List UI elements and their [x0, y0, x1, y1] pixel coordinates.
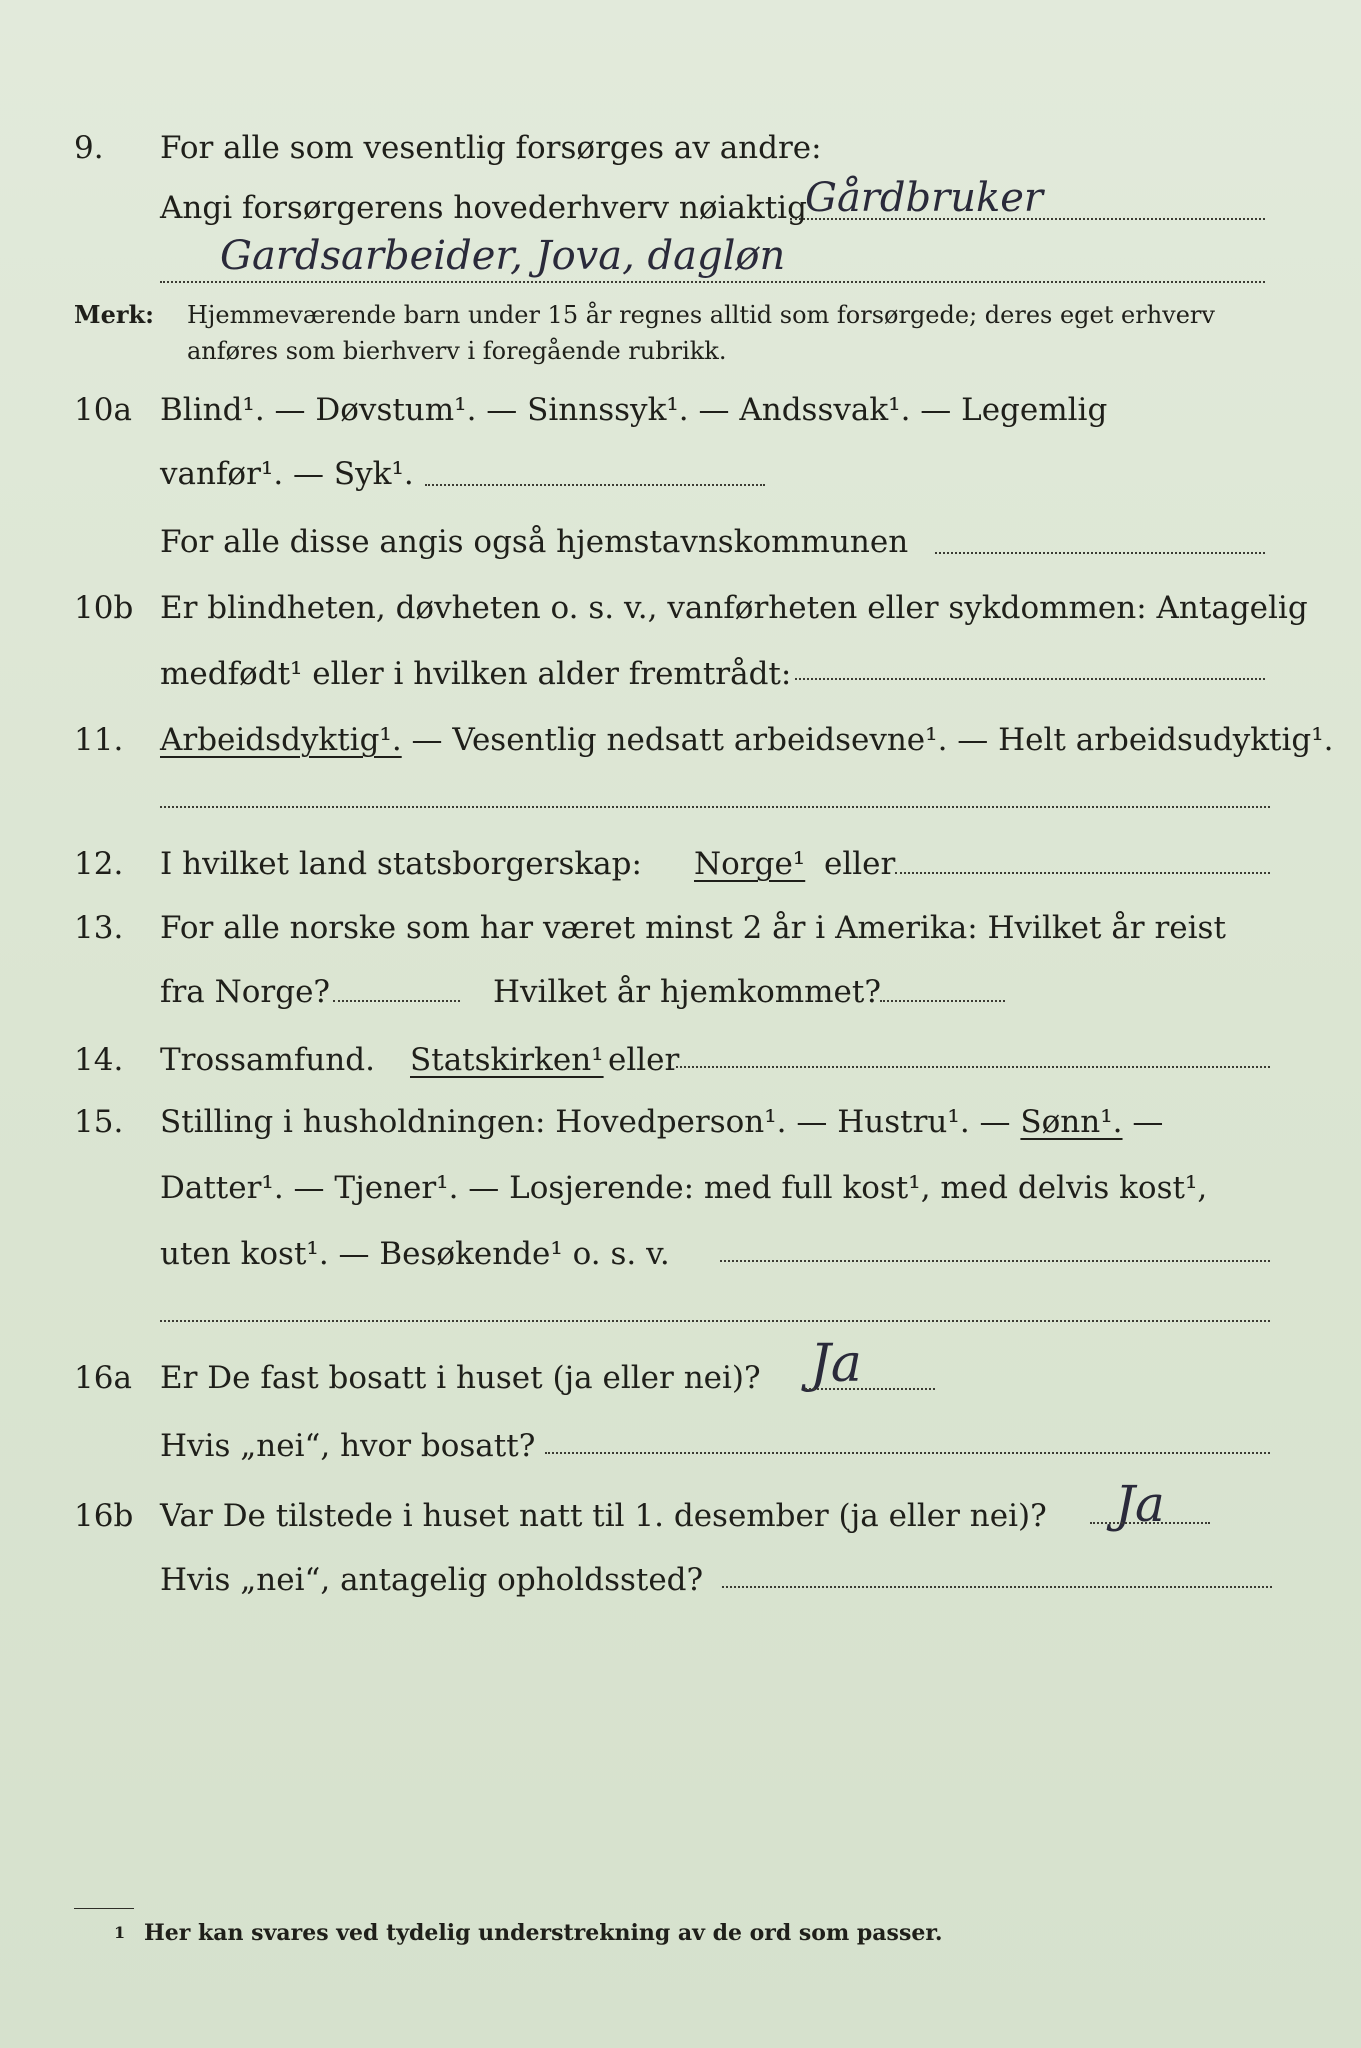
- q10a-syk-line: [425, 484, 765, 486]
- q11-answer-line: [160, 806, 1270, 808]
- q9-label-row: [0, 175, 1361, 234]
- q16b-line-2: Hvis „nei“, antagelig opholdssted?: [160, 1562, 704, 1598]
- q14-label: Trossamfund.: [160, 1042, 375, 1078]
- q13-line-1: For alle norske som har været minst 2 år i Amerika: Hvilket år reist: [160, 910, 1226, 946]
- q13-row-1: [0, 902, 1361, 954]
- q16b-answer-line: [1090, 1522, 1210, 1524]
- q16b-number: 16b: [74, 1498, 134, 1534]
- q16b-opholdssted-line: [722, 1586, 1272, 1588]
- q9-answer-line-2: [160, 281, 1265, 283]
- q13-hjemkommet-line: [880, 1000, 1005, 1002]
- q14-option-statskirken[interactable]: Statskirken¹: [410, 1042, 604, 1078]
- q13-number: 13.: [74, 910, 124, 946]
- q16a-number: 16a: [74, 1360, 132, 1396]
- q14-row: [0, 1034, 1361, 1086]
- q9-answer-line-1: [790, 218, 1265, 220]
- q16a-line-2: Hvis „nei“, hvor bosatt?: [160, 1428, 536, 1464]
- q11-number: 11.: [74, 722, 124, 758]
- q15-number: 15.: [74, 1104, 124, 1140]
- q15-answer-line-1: [720, 1260, 1270, 1262]
- q15-row-1: [0, 1096, 1361, 1148]
- q11-other-options: — Vesentlig nedsatt arbeidsevne¹. — Helt arbeidsudyktig¹.: [401, 722, 1334, 758]
- q16b-answer[interactable]: Ja: [1115, 1475, 1165, 1533]
- merk-label: Merk:: [74, 300, 154, 329]
- q16a-answer[interactable]: Ja: [810, 1334, 862, 1394]
- q15-line-1: [160, 1096, 1163, 1148]
- q15-line-3: uten kost¹. — Besøkende¹ o. s. v.: [160, 1236, 670, 1272]
- q15-answer-line-2: [160, 1320, 1270, 1322]
- q10a-row-1: [0, 384, 1361, 436]
- merk-line-1: Hjemmeværende barn under 15 år regnes alltid som forsørgede; deres eget erhverv: [187, 301, 1215, 329]
- merk-line-2: anføres som bierhverv i foregående rubrikk.: [187, 337, 727, 365]
- q12-number: 12.: [74, 846, 124, 882]
- q16a-row-1: [0, 1334, 1361, 1404]
- q14-number: 14.: [74, 1042, 124, 1078]
- footnote-mark: 1: [114, 1923, 126, 1942]
- q12-label: I hvilket land statsborgerskap:: [160, 846, 642, 882]
- q16b-row-1: [0, 1475, 1361, 1542]
- q11-option-arbeidsdyktig[interactable]: Arbeidsdyktig¹.: [160, 722, 402, 758]
- q16b-row-2: [0, 1554, 1361, 1606]
- q9-label: Angi forsørgerens hovederhverv nøiaktig: [160, 190, 807, 226]
- q11-options: [160, 714, 1334, 766]
- q10a-line-2: vanfør¹. — Syk¹.: [160, 456, 414, 492]
- q13-line-2a: fra Norge?: [160, 974, 331, 1010]
- q14-tail: eller: [608, 1042, 680, 1078]
- q10b-answer-line: [795, 678, 1265, 680]
- footnote-rule: [74, 1908, 134, 1909]
- q9-answer-2[interactable]: Gardsarbeider, Jova, dagløn: [220, 233, 786, 279]
- q10b-row-2: [0, 648, 1361, 700]
- q11-row: [0, 714, 1361, 766]
- q16a-answer-line: [805, 1388, 935, 1390]
- q9-number: 9.: [74, 130, 104, 166]
- q9-title: For alle som vesentlig forsørges av andre:: [160, 130, 822, 166]
- q10a-row-3: [0, 516, 1361, 568]
- q15-option-sonn[interactable]: Sønn¹.: [1020, 1104, 1123, 1140]
- q10a-kommune-line: [935, 552, 1265, 554]
- q10a-line-1: Blind¹. — Døvstum¹. — Sinnssyk¹. — Andssvak¹. — Legemlig: [160, 392, 1108, 428]
- q15-line-1a: Stilling i husholdningen: Hovedperson¹. — Hustru¹. —: [160, 1104, 1011, 1140]
- q10a-line-3: For alle disse angis også hjemstavnskommunen: [160, 524, 909, 560]
- q10a-row-2: [0, 448, 1361, 500]
- q10a-number: 10a: [74, 392, 132, 428]
- q12-tail: eller: [824, 846, 896, 882]
- q16a-row-2: [0, 1420, 1361, 1472]
- q15-row-2: [0, 1162, 1361, 1214]
- q10b-number: 10b: [74, 590, 134, 626]
- q13-row-2: [0, 966, 1361, 1018]
- q13-line-2b: Hvilket år hjemkommet?: [493, 974, 881, 1010]
- q9-answer-1[interactable]: Gårdbruker: [805, 175, 1044, 221]
- q10b-row-1: [0, 582, 1361, 634]
- q15-row-3: [0, 1228, 1361, 1280]
- q15-line-1c: —: [1122, 1104, 1164, 1140]
- q12-answer-line: [895, 872, 1270, 874]
- q12-row: [0, 838, 1361, 890]
- q16a-bosatt-line: [545, 1452, 1270, 1454]
- q15-line-2: Datter¹. — Tjener¹. — Losjerende: med full kost¹, med delvis kost¹,: [160, 1170, 1208, 1206]
- q12-option-norge[interactable]: Norge¹: [694, 846, 806, 882]
- q13-reist-line: [333, 1000, 460, 1002]
- q10b-line-2: medfødt¹ eller i hvilken alder fremtrådt:: [160, 656, 792, 692]
- q9-title-row: [0, 122, 1361, 174]
- q16b-line-1: Var De tilstede i huset natt til 1. desember (ja eller nei)?: [160, 1498, 1047, 1534]
- q14-answer-line: [676, 1066, 1270, 1068]
- q16a-line-1: Er De fast bosatt i huset (ja eller nei)?: [160, 1360, 761, 1396]
- footnote-text: Her kan svares ved tydelig understrekning av de ord som passer.: [144, 1920, 943, 1946]
- q10b-line-1: Er blindheten, døvheten o. s. v., vanførheten eller sykdommen: Antagelig: [160, 590, 1308, 626]
